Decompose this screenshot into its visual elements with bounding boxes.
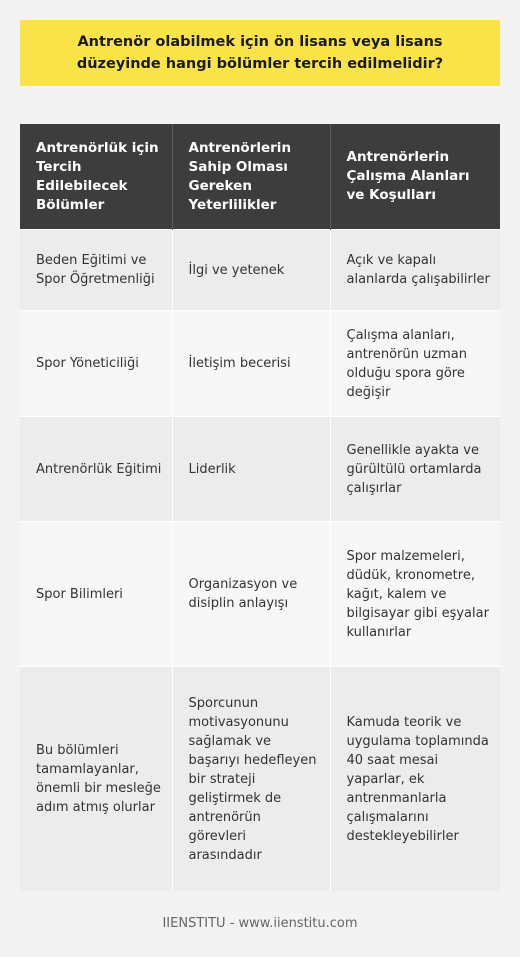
table-row — [20, 311, 500, 417]
question-title: Antrenör olabilmek için ön lisans veya lisans düzeyinde hangi bölümler tercih edilmelidir? — [76, 34, 444, 72]
header-qualifications: Antrenörlerin Sahip Olması Gereken Yeterlilikler — [172, 124, 330, 230]
cell-qualification: Sporcunun motivasyonunu sağlamak ve başarıyı hedefleyen bir strateji geliştirmek de antrenörün görevleri arasındadır — [172, 667, 330, 892]
table-header-row — [20, 124, 500, 230]
cell-work-condition: Açık ve kapalı alanlarda çalışabilirler — [330, 230, 500, 311]
cell-work-condition: Çalışma alanları, antrenörün uzman olduğu spora göre değişir — [330, 311, 500, 417]
question-banner — [20, 20, 500, 86]
header-work-conditions: Antrenörlerin Çalışma Alanları ve Koşulları — [330, 124, 500, 230]
info-table — [20, 124, 500, 891]
cell-work-condition: Genellikle ayakta ve gürültülü ortamlarda çalışırlar — [330, 417, 500, 522]
cell-qualification: Liderlik — [172, 417, 330, 522]
cell-department: Beden Eğitimi ve Spor Öğretmenliği — [20, 230, 172, 311]
cell-department: Antrenörlük Eğitimi — [20, 417, 172, 522]
table-row — [20, 230, 500, 311]
table-row — [20, 522, 500, 667]
cell-qualification: Organizasyon ve disiplin anlayışı — [172, 522, 330, 667]
cell-qualification: İlgi ve yetenek — [172, 230, 330, 311]
cell-department: Spor Yöneticiliği — [20, 311, 172, 417]
cell-department: Spor Bilimleri — [20, 522, 172, 667]
header-departments: Antrenörlük için Tercih Edilebilecek Bölümler — [20, 124, 172, 230]
cell-work-condition: Spor malzemeleri, düdük, kronometre, kağıt, kalem ve bilgisayar gibi eşyalar kullanırlar — [330, 522, 500, 667]
cell-work-condition: Kamuda teorik ve uygulama toplamında 40 saat mesai yaparlar, ek antrenmanlarla çalışmalarını destekleyebilirler — [330, 667, 500, 892]
footer-credit: IIENSTITU - www.iienstitu.com — [162, 916, 358, 931]
cell-department: Bu bölümleri tamamlayanlar, önemli bir mesleğe adım atmış olurlar — [20, 667, 172, 892]
cell-qualification: İletişim becerisi — [172, 311, 330, 417]
table-row — [20, 417, 500, 522]
table-row — [20, 667, 500, 892]
